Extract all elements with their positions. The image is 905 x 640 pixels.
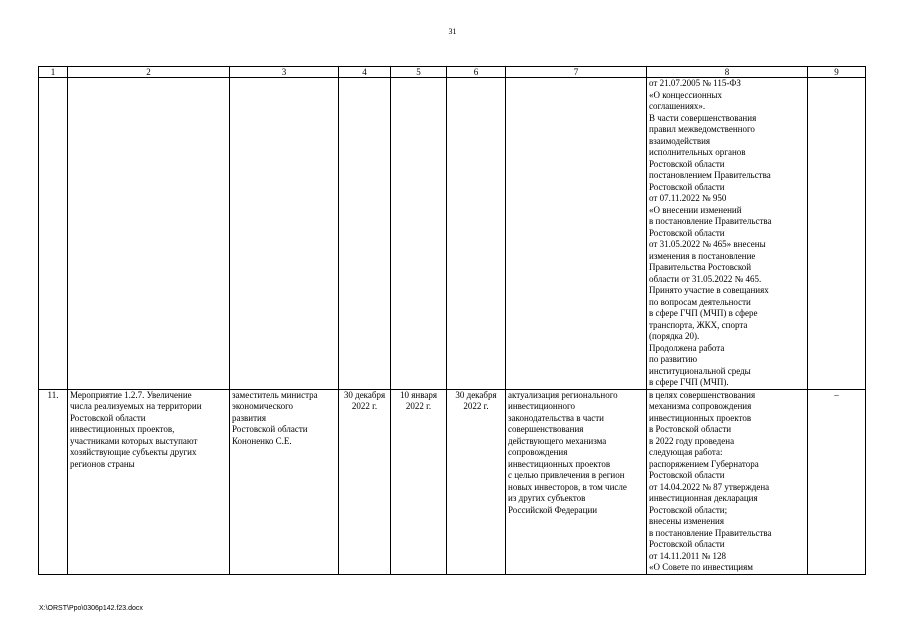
text-line: заместитель министра bbox=[232, 389, 318, 400]
text-line: В части совершенствования bbox=[649, 112, 757, 123]
text-line: области от 31.05.2022 № 465. bbox=[649, 273, 762, 284]
text-line: в постановление Правительства bbox=[649, 216, 772, 226]
text-line: «О концессионных bbox=[649, 89, 723, 100]
text-line: следующая работа: bbox=[649, 447, 723, 457]
text-line: Ростовской области bbox=[232, 424, 308, 434]
text-line: 10 января bbox=[400, 389, 437, 400]
text-line: инвестиционных проектов bbox=[649, 412, 752, 423]
text-line: действующего механизма bbox=[508, 435, 607, 446]
text-line: в целях совершенствования bbox=[649, 389, 756, 400]
text-line: от 14.11.2011 № 128 bbox=[649, 550, 726, 561]
text-line: Ростовской области; bbox=[649, 504, 728, 515]
text-line: совершенствования bbox=[508, 424, 584, 434]
text-line: Ростовской области bbox=[649, 181, 725, 192]
text-line: развития bbox=[232, 412, 267, 423]
cell-start-date bbox=[391, 78, 447, 390]
text-line: экономического bbox=[232, 401, 294, 411]
text-line: участниками которых выступают bbox=[70, 435, 198, 446]
report-table bbox=[38, 66, 866, 575]
header-cell: 7 bbox=[506, 67, 647, 78]
text-line: инвестиционных проектов, bbox=[70, 424, 175, 434]
page-number: 31 bbox=[448, 27, 457, 36]
text-line: новых инвесторов, в том числе bbox=[508, 481, 627, 492]
text-line: Мероприятие 1.2.7. Увеличение bbox=[70, 389, 192, 400]
header-cell: 1 bbox=[39, 67, 68, 78]
cell-note: – bbox=[808, 389, 866, 574]
text-line: от 21.07.2005 № 115-ФЗ bbox=[649, 78, 741, 88]
cell-responsible bbox=[230, 389, 339, 574]
header-cell: 5 bbox=[391, 67, 447, 78]
cell-actual-result bbox=[647, 389, 808, 574]
cell-end-date bbox=[447, 389, 506, 574]
cell-plan-date bbox=[339, 78, 391, 390]
cell-event bbox=[68, 389, 230, 574]
cell-plan-date bbox=[339, 389, 391, 574]
cell-expected-result bbox=[506, 78, 647, 390]
text-line: 30 декабря bbox=[343, 389, 386, 400]
file-path-footer: X:\ORST\Ppo\0306p142.f23.docx bbox=[39, 605, 143, 612]
text-line: с целью привлечения в регион bbox=[508, 470, 625, 480]
cell-end-date bbox=[447, 78, 506, 390]
text-line: Правительства Ростовской bbox=[649, 262, 752, 272]
text-line: исполнительных органов bbox=[649, 147, 746, 157]
header-row bbox=[39, 67, 866, 78]
text-line: Ростовской области bbox=[70, 412, 146, 423]
header-cell: 9 bbox=[808, 67, 866, 78]
text-line: из других субъектов bbox=[508, 493, 586, 503]
text-line: Продолжена работа bbox=[649, 342, 725, 353]
text-line: Ростовской области bbox=[649, 158, 725, 169]
cell-responsible bbox=[230, 78, 339, 390]
header-cell: 6 bbox=[447, 67, 506, 78]
header-cell: 8 bbox=[647, 67, 808, 78]
text-line: сопровождения bbox=[508, 447, 568, 457]
text-line: Принято участие в совещаниях bbox=[649, 285, 769, 295]
text-line: Ростовской области bbox=[649, 227, 725, 238]
cell-num: 11. bbox=[39, 389, 68, 574]
text-line: транспорта, ЖКХ, спорта bbox=[649, 319, 748, 330]
text-line: Ростовской области bbox=[649, 470, 725, 480]
text-line: от 14.04.2022 № 87 утверждена bbox=[649, 481, 770, 492]
text-line: 2022 г. bbox=[351, 401, 378, 411]
text-line: инвестиционная декларация bbox=[649, 493, 758, 503]
cell-start-date bbox=[391, 389, 447, 574]
text-line: инвестиционного bbox=[508, 401, 576, 411]
text-line: хозяйствующие субъекты других bbox=[70, 447, 197, 457]
text-line: Кононенко С.Е. bbox=[232, 435, 292, 446]
text-line: от 07.11.2022 № 950 bbox=[649, 193, 727, 203]
text-line: актуализация регионального bbox=[508, 389, 618, 400]
text-line: (порядка 20). bbox=[649, 331, 700, 341]
text-line: «О Совете по инвестициям bbox=[649, 562, 753, 572]
text-line: «О внесении изменений bbox=[649, 204, 742, 215]
text-line: 2022 г. bbox=[463, 401, 489, 411]
cell-note bbox=[808, 78, 866, 390]
text-line: в сфере ГЧП (МЧП) в сфере bbox=[649, 308, 758, 318]
text-line: числа реализуемых на территории bbox=[70, 401, 202, 411]
text-line: в постановление Правительства bbox=[649, 527, 772, 538]
text-line: распоряжением Губернатора bbox=[649, 458, 759, 469]
text-line: регионов страны bbox=[70, 458, 135, 469]
text-line: взаимодействия bbox=[649, 135, 711, 146]
cell-actual-result bbox=[647, 78, 808, 390]
text-line: институциональной среды bbox=[649, 365, 751, 376]
text-line: Ростовской области bbox=[649, 539, 725, 549]
text-line: в 2022 году проведена bbox=[649, 435, 735, 446]
cell-expected-result bbox=[506, 389, 647, 574]
text-line: Российской Федерации bbox=[508, 504, 598, 515]
text-line: правил межведомственного bbox=[649, 124, 755, 134]
text-line: механизма сопровождения bbox=[649, 401, 752, 411]
cell-num bbox=[39, 78, 68, 390]
text-line: 30 декабря bbox=[455, 389, 497, 400]
text-line: инвестиционных проектов bbox=[508, 458, 611, 469]
header-cell: 2 bbox=[68, 67, 230, 78]
text-line: от 31.05.2022 № 465» внесены bbox=[649, 239, 766, 249]
text-line: законодательства в части bbox=[508, 412, 604, 423]
table-row-11 bbox=[39, 389, 866, 574]
text-line: в Ростовской области bbox=[649, 424, 732, 434]
text-line: постановлением Правительства bbox=[649, 170, 771, 180]
header-cell: 4 bbox=[339, 67, 391, 78]
text-line: по вопросам деятельности bbox=[649, 296, 751, 307]
table-row-continuation bbox=[39, 78, 866, 390]
header-cell: 3 bbox=[230, 67, 339, 78]
text-line: изменения в постановление bbox=[649, 250, 756, 261]
cell-event bbox=[68, 78, 230, 390]
text-line: по развитию bbox=[649, 354, 698, 364]
text-line: соглашениях». bbox=[649, 101, 706, 111]
text-line: внесены изменения bbox=[649, 516, 725, 526]
text-line: в сфере ГЧП (МЧП). bbox=[649, 377, 729, 387]
text-line: 2022 г. bbox=[405, 401, 432, 411]
